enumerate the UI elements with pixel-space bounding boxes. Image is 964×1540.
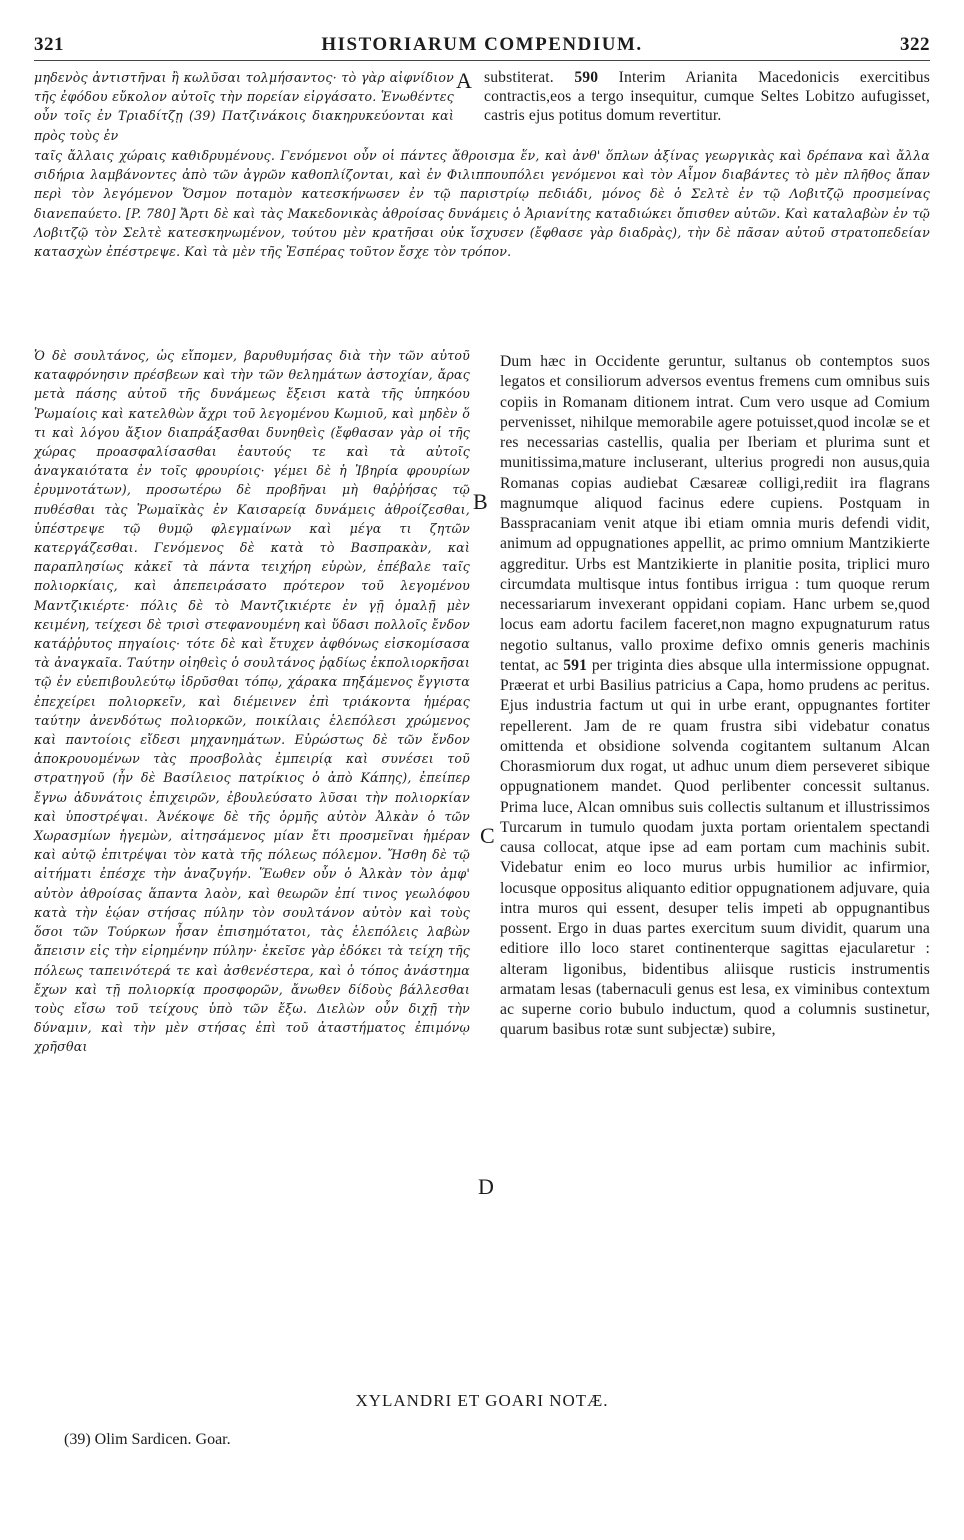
- latin-top-rest: Interim Arianita Macedonicis exercitibus contractis,eos a tergo insequitur, cumque Seltes Lobitzo aufugisset, castris ejus potitus domum revertitur.: [484, 69, 930, 125]
- footnote-39: (39) Olim Sardicen. Goar.: [64, 1431, 231, 1448]
- latin-main-second: per triginta dies absque ulla intermissione oppugnat. Præerat et urbi Basilius patricius a Capa, homo prudens ac peritus. Ejus industria factum ut qui in urbe erant, oppugnantes fortiter repellerent. Jam de re quam frustra sibi videbatur conatus omittenda et obsidione solvenda cogitantem sultanum Alcan Chorasmiorum dux rogat, ut adhuc unum diem perseveret sibique oppugnationem mandet. Quod perlibenter concessit sultanus. Prima luce, Alcan omnibus suis collectis sultanum et illustrissimos Turcarum in tumulo quodam juxta portam orientalem spectandi causa collocat, atque ipse ad eam portam cum machinis subit. Videbatur enim eo loco murus urbis humilior ac infirmior, locusque oppositus aliquanto editior oppugnationem adjuvare, quia intra muros qui essent, desuper telis impeti ab oppugnantibus possent. Ergo in duas partes exercitum suum dividit, quarum una editiore illo loco staret continenterque sagittas ejacularetur : alteram ligonibus, bidentibus aliisque rusticis instrumentis armatam lesas (tabernaculi genus est lesa, ex viminibus contextum ac superne corio bubulo inductum, quod a columnis sustinetur, quarum basibus rotæ sunt subjectæ) subire,: [500, 656, 930, 1039]
- header-rule: [34, 60, 930, 61]
- margin-marker-c: C: [480, 823, 495, 848]
- column-number-590: 590: [574, 69, 599, 86]
- page-number-left: 321: [34, 34, 64, 55]
- greek-main-column: Ὁ δὲ σουλτάνος, ὡς εἴπομεν, βαρυθυμήσας διὰ τὴν τῶν αὐτοῦ καταφρόνησιν πρέσβεων καὶ τὴν τῶν θελημάτων ἀστοχίαν, ἄρας μετὰ πάσης αὐτοῦ τῆς δυνάμεως ἔξεισι κατὰ τῆς ὑπηκόου Ῥωμαίοις καὶ κατελθὼν ἄχρι τοῦ λεγομένου Κωμιοῦ, καὶ μηδὲν ὅ τι καὶ λόγου ἄξιον διαπράξασθαι δυνηθεὶς (ἔφθασαν γὰρ οἱ τῆς χώρας προασφαλίσασθαι ἑαυτούς τε καὶ τὰ αὐτοῖς ἀναγκαιότατα ἐν τοῖς φρουρίοις· γέμει δὲ ἡ Ἰβηρία φρουρίων ἐρυμνοτάτων), προσωτέρω δὲ προβῆναι μὴ θαῤῥήσας τῷ πυθέσθαι τὰς Ῥωμαϊκὰς ἐν Καισαρείᾳ δυνάμεις ἀθροίζεσθαι, ὑπέστρεψε τῷ θυμῷ φλεγμαίνων καὶ μέγα τι ζητῶν κατεργάζεσθαι. Γενόμενος δὲ κατὰ τὸ Βασπρακὰν, καὶ παραπλησίως κἀκεῖ τὰ πάντα τειχήρη εὑρὼν, ἐπέβαλε ταῖς πολιορκίαις, καὶ ἀπεπειράσατο πρότερον τοῦ λεγομένου Μαντζικιέρτε· πόλις δὲ τὸ Μαντζικιέρτε ἐν γῇ ὁμαλῇ μὲν κειμένη, τείχεσι δὲ τρισὶ στεφανουμένη καὶ ὕδασι πολλοῖς ἔνδον κατάῤῥυτος πηγαίοις· τότε δὲ καὶ ἔτυχεν ἀφθόνως εἰσκομίσασα τὰ ἀναγκαῖα. Ταύτην οἰηθεὶς ὁ σουλτάνος ῥᾳδίως ἐκπολιορκῆσαι τῷ ἐν εὐεπιβουλεύτῳ ἱδρῦσθαι τόπῳ, χάρακα πηξάμενος ἔγγιστα ἐπεχείρει πολιορκεῖν, καὶ διέμεινεν ἐπὶ τριάκοντα ἡμέρας ταύτην ἀνενδότως πολιορκῶν, ποικίλαις ἑλεπόλεσι χρώμενος καὶ παντοίοις εἴδεσι μηχανημάτων. Εὐρώστως δὲ τῶν ἔνδον ἀποκρουομένων τὰς προσβολὰς ἐμπειρίᾳ καὶ συνέσει τοῦ στρατηγοῦ (ἦν δὲ Βασίλειος πατρίκιος ὁ ἀπὸ Κάπης), ἐπείπερ ἔγνω ἀδυνάτοις ἐπιχειρῶν, ἐβουλεύσατο λῦσαι τὴν πολιορκίαν καὶ ὑποστρέψαι. Ἀνέκοψε δὲ τῆς ὁρμῆς αὐτὸν Ἀλκὰν ὁ τῶν Χωρασμίων ἡγεμὼν, αἰτησάμενος μίαν ἔτι προσμεῖναι ἡμέραν καὶ αὐτῷ ἐπιτρέψαι τὸν κατὰ τῆς πόλεως πόλεμον. Ἤσθη δὲ τῷ αἰτήματι ἐπέσχε τὴν ἀναζυγήν. Ἕωθεν οὖν ὁ Ἀλκὰν τὸν ἀμφ' αὐτὸν ἀθροίσας ἅπαντα λαὸν, καὶ θεωρῶν ἐπί τινος γεωλόφου κατὰ τὴν ἑῴαν στήσας πύλην τὸν σουλτάνον αὐτὸν καὶ τοὺς ὅσοι τῶν Τούρκων ἦσαν ἐπισημότατοι, τὰς ἑλεπόλεις λαβὼν ἄπεισιν εἰς τὴν εἰρημένην πύλην· ἐκεῖσε γὰρ ἐδόκει τὰ τείχη τῆς πόλεως ταπεινότερά τε καὶ ἀσθενέστερα, καὶ ὁ τόπος ἀνάστημα ἔχων καὶ τῇ πολιορκίᾳ προσφορῶν, ἄνωθεν δίδοὺς βάλλεσθαι τοὺς εἴσω τοῦ τείχους ὑπὸ τῶν ἔξω. Διελὼν οὖν διχῇ τὴν δύναμιν, καὶ τὴν μὲν στήσας ἐπὶ τοῦ ἀταστήματος ἐπιμόνῳ χρῆσθαι: [34, 348, 470, 1055]
- margin-marker-b: B: [473, 489, 488, 514]
- greek-top-wide: ταῖς ἄλλαις χώραις καθιδρυμένους. Γενόμενοι οὖν οἱ πάντες ἄθροισμα ἕν, καὶ ἀνθ' ὅπλων ἀξίνας γεωργικὰς καὶ δρέπανα καὶ ἄλλα σιδήρια λαμβάνοντες ἀπὸ τῶν ἀγρῶν καθοπλίζονται, καὶ ἐν Φιλιππουπόλει γενόμενοι καὶ τὸν Αἶμον διαβάντες τὸ μὲν πλῆθος ἅπαν περὶ τὸν λεγόμενον Ὄσμον ποταμὸν κατεσκήνωσεν ἐν τῷ παριστρίῳ πεδιάδι, μόνος δὲ ὁ Σελτὲ ἐν τῷ Λοβιτζῷ προσμείνας διανεπαύετο. [P. 780] Ἄρτι δὲ καὶ τὰς Μακεδονικὰς ἀθροίσας δυνάμεις ὁ Ἀριανίτης καταδιώκει ὄπισθεν αὐτῶν. Καὶ καταλαβὼν ἐν τῷ Λοβιτζῷ τὸν Σελτὲ κατεσκηνωμένον, τούτου μὲν κρατῆσαι οὐκ ἴσχυσεν (ἔφθασε γὰρ διαδρὰς), τὴν δὲ πᾶσαν αὐτοῦ στρατοπεδείαν κατασχὼν ἐπέστρεψε. Καὶ τὰ μὲν τῆς Ἑσπέρας τοῦτον ἔσχε τὸν τρόπον.: [34, 148, 930, 260]
- column-number-591: 591: [563, 656, 588, 674]
- page-number-right: 322: [900, 34, 930, 55]
- margin-marker-a: A: [456, 68, 472, 93]
- notes-heading: XYLANDRI ET GOARI NOTÆ.: [355, 1391, 609, 1410]
- greek-top-narrow: μηδενὸς ἀντιστῆναι ἢ κωλῦσαι τολμήσαντος· τὸ γὰρ αἰφνίδιον τῆς ἐφόδου εὔκολον αὐτοῖς τὴν πορείαν εἰργάσατο. Ἑνωθέντες οὖν τοῖς ἐν Τριαδίτζῃ (39) Πατζινάκοις διακηρυκεύονται καὶ πρὸς τοὺς ἐν: [34, 70, 454, 143]
- latin-main-column: [500, 352, 930, 1041]
- latin-top: [484, 68, 930, 126]
- latin-top-start: substiterat.: [484, 69, 554, 86]
- latin-main-first: Dum hæc in Occidente geruntur, sultanus ob contemptos suos legatos et consiliorum adversos eventus fremens cum omnibus suis copiis in Romanam ditionem intrat. Cum vero usque ad Comium pervenisset, nihilque memorabile agere potuisset,quod incolæ se et res necessarias castellis, qualia per Iberiam et plurima sunt et munitissima,mature incluserant, ulterius progredi non ausus,quia Romanas copias audiebat Cæsareæ colligi,rediit ira flagrans magnumque aliquod facinus edere cupiens. Postquam in Basspracaniam venit atque ibi etiam omnia muris defendi vidit, animum ad oppugnationes appellit, ac primo omnium Mantzikierte aggreditur. Urbs est Mantzikierte in planitie posita, triplici muro circumdata multisque intus fontibus irrigua : tum quoque rerum necessariarum invexerant oppidani copiam. Hanc urbem se,quod locus eam adortu facilem faceret,non magno expugnaturum ratus negotio sultanus, vallo proxime defixo omnis generis machinis tentat, ac: [500, 353, 930, 674]
- running-title: HISTORIARUM COMPENDIUM.: [321, 34, 643, 55]
- running-header: [34, 34, 930, 56]
- margin-marker-d: D: [478, 1174, 494, 1199]
